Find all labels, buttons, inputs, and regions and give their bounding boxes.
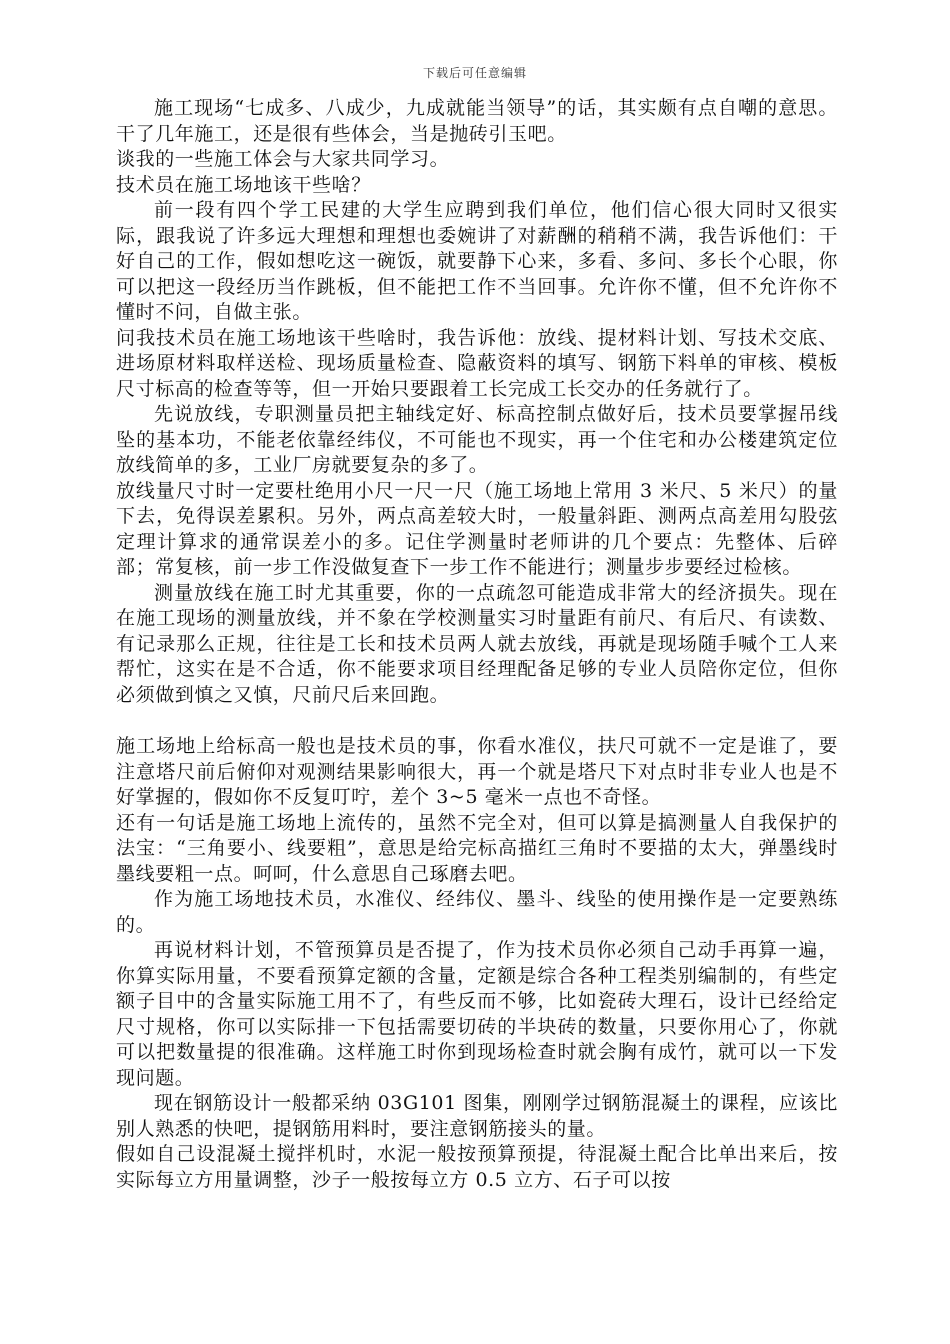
paragraph: 放线量尺寸时一定要杜绝用小尺一尺一尺（施工场地上常用 3 米尺、5 米尺）的量下去，免得误差累积。另外，两点高差较大时，一般量斜距、测两点高差用勾股弦定理计算求的通常误差小的多。记住学测量时老师讲的几个要点：先整体、后碎部；常复核，前一步工作没做复查下一步工作不能进行；测量步步要经过检核。 — [116, 479, 838, 578]
paragraph: 作为施工场地技术员，水准仪、经纬仪、墨斗、线坠的使用操作是一定要熟练的。 — [116, 888, 838, 936]
paragraph: 前一段有四个学工民建的大学生应聘到我们单位，他们信心很大同时又很实际，跟我说了许多远大理想和理想也委婉讲了对薪酬的稍稍不满，我告诉他们：干好自己的工作，假如想吃这一碗饭，就要静下心来，多看、多问、多长个心眼，你可以把这一段经历当作跳板，但不能把工作不当回事。允许你不懂，但不允许你不懂时不问，自做主张。 — [116, 199, 838, 323]
paragraph: 测量放线在施工时尤其重要，你的一点疏忽可能造成非常大的经济损失。现在在施工现场的测量放线，并不象在学校测量实习时量距有前尺、有后尺、有读数、有记录那么正规，往往是工长和技术员两人就去放线，再就是现场随手喊个工人来帮忙，这实在是不合适，你不能要求项目经理配备足够的专业人员陪你定位，但你必须做到慎之又慎，尺前尺后来回跑。 — [116, 581, 838, 706]
page-header-note: 下载后可任意编辑 — [422, 66, 527, 80]
paragraph: 施工场地上给标高一般也是技术员的事，你看水准仪，扶尺可就不一定是谁了，要注意塔尺前后俯仰对观测结果影响很大，再一个就是塔尺下对点时非专业人也是不好掌握的，假如你不反复叮咛，差个 3~5 毫米一点也不奇怪。 — [116, 735, 838, 808]
paragraph: 假如自己设混凝土搅拌机时，水泥一般按预算预提，待混凝土配合比单出来后，按实际每立方用量调整，沙子一般按每立方 0.5 立方、石子可以按 — [116, 1143, 838, 1191]
paragraph: 还有一句话是施工场地上流传的，虽然不完全对，但可以算是搞测量人自我保护的法宝：“三角要小、线要粗”，意思是给完标高描红三角时不要描的太大，弹墨线时墨线要粗一点。呵呵，什么意思自己琢磨去吧。 — [116, 811, 838, 885]
paragraph: 技术员在施工场地该干些啥？ — [116, 173, 371, 196]
document-body — [116, 96, 838, 1193]
paragraph: 问我技术员在施工场地该干些啥时，我告诉他：放线、提材料计划、写技术交底、进场原材料取样送检、现场质量检查、隐蔽资料的填写、钢筋下料单的审核、模板尺寸标高的检查等等，但一开始只要跟着工长完成工长交办的任务就行了。 — [116, 326, 838, 400]
paragraph: 谈我的一些施工体会与大家共同学习。 — [116, 148, 450, 170]
paragraph: 现在钢筋设计一般都采纳 03G101 图集，刚刚学过钢筋混凝土的课程，应该比别人熟悉的快吧，提钢筋用料时，要注意钢筋接头的量。 — [116, 1092, 838, 1140]
paragraph: 先说放线，专职测量员把主轴线定好、标高控制点做好后，技术员要掌握吊线坠的基本功，不能老依靠经纬仪，不可能也不现实，再一个住宅和办公楼建筑定位放线简单的多，工业厂房就要复杂的多了。 — [116, 403, 838, 476]
paragraph: 施工现场“七成多、八成少，九成就能当领导”的话，其实颇有点自嘲的意思。干了几年施工，还是很有些体会，当是抛砖引玉吧。 — [116, 97, 838, 145]
paragraph: 再说材料计划，不管预算员是否提了，作为技术员你必须自己动手再算一遍，你算实际用量，不要看预算定额的含量，定额是综合各种工程类别编制的，有些定额子目中的含量实际施工用不了，有些反而不够，比如瓷砖大理石，设计已经给定尺寸规格，你可以实际排一下包括需要切砖的半块砖的数量，只要你用心了，你就可以把数量提的很准确。这样施工时你到现场检查时就会胸有成竹，就可以一下发现问题。 — [116, 939, 838, 1089]
